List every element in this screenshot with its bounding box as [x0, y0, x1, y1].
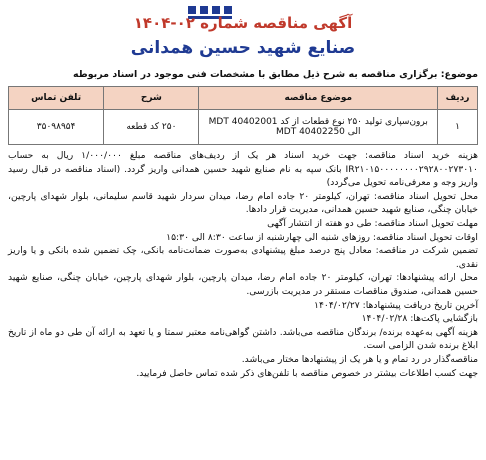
col-header-row: ردیف: [438, 87, 478, 110]
notice-title: آگهی مناقصه شماره ۰۲-۱۴۰۴: [133, 14, 353, 32]
para-submission-place: محل ارائه پیشنهادها: تهران، کیلومتر ۲۰ جاده امام رضا، میدان پارچین، بلوار شهدای پارچین، خیابان چنگی، صنایع شهید حسین همدانی، صندوق مناقصات مستقر در مدیریت بازرسی.: [8, 272, 478, 297]
table-header-row: [9, 87, 478, 110]
company-name: صنایع شهید حسین همدانی: [130, 38, 356, 58]
col-header-desc: موضوع مناقصه: [199, 87, 438, 110]
para-opening-date: بازگشایی پاکت‌ها: ۱۴۰۴/۰۲/۲۸: [361, 313, 478, 325]
para-ad-cost: هزینه آگهی به‌عهده برنده/ برندگان مناقصه می‌باشد. داشتن گواهی‌نامه معتبر سمتا و یا تعهد به ارائه آن طی دو ماه از تاریخ ابلاغ برنده شدن الزامی است.: [8, 326, 478, 352]
notice-subject: موضوع: برگزاری مناقصه به شرح ذیل مطابق با مشخصات فنی موجود در اسناد مربوطه: [73, 69, 478, 80]
para-guarantee: تضمین شرکت در مناقصه: معادل پنج درصد مبلغ پیشنهادی به‌صورت ضمانت‌نامه بانکی، چک تضمین شده بانکی و یا واریز نقدی.: [8, 245, 478, 270]
para-doc-delivery-place: محل تحویل اسناد مناقصه: تهران، کیلومتر ۲۰ جاده امام رضا، میدان سردار شهید قاسم سلیمانی، بلوار شهدای پارچین، خیابان چنگی، صنایع شهید حسین همدانی، مدیریت قرار دادها.: [8, 190, 478, 216]
para-doc-hours: اوقات تحویل اسناد مناقصه: روزهای شنبه الی چهارشنبه از ساعت ۸:۳۰ الی ۱۵:۳۰: [166, 231, 478, 243]
para-contact: جهت کسب اطلاعات بیشتر در خصوص مناقصه با تلفن‌های ذکر شده تماس حاصل فرمایید.: [136, 367, 478, 379]
para-last-date: آخرین تاریخ دریافت پیشنهادها: ۱۴۰۴/۰۲/۲۷: [314, 299, 478, 311]
para-rejection-right: مناقصه‌گذار در رد تمام و یا هر یک از پیشنهادها مختار می‌باشد.: [241, 353, 478, 365]
cell-desc: برون‌سپاری تولید ۲۵۰ نوع قطعات از کد MDT 40402001 الی MDT 40402250: [199, 110, 438, 145]
col-header-qty: شرح: [104, 87, 199, 110]
col-header-tel: تلفن تماس: [9, 87, 104, 110]
notice-body: [8, 149, 478, 380]
para-doc-deadline: مهلت تحویل اسناد مناقصه: طی دو هفته از انتشار آگهی: [267, 217, 478, 229]
para-doc-fee: هزینه خرید اسناد مناقصه: جهت خرید اسناد هر یک از ردیف‌های مناقصه مبلغ ۱/۰۰۰/۰۰۰ ریال به حساب IR۲۱۰۱۵۰۰۰۰۰۰۰۰۲۹۲۸۰۰۲۷۳۰۱۰ بانک سپه به نام صنایع شهید حسین همدانی واریز گردد. (اسناد مناقصه در قبال رسید واریز وجه و معرفی‌نامه تحویل می‌گردد): [8, 150, 478, 189]
cell-tel: ۳۵۰۹۸۹۵۴: [9, 110, 104, 145]
notice-header: [8, 4, 478, 66]
cell-qty: ۲۵۰ کد قطعه: [104, 110, 199, 145]
cell-row: ۱: [438, 110, 478, 145]
table-row: [9, 110, 478, 145]
tender-table: [8, 86, 478, 145]
